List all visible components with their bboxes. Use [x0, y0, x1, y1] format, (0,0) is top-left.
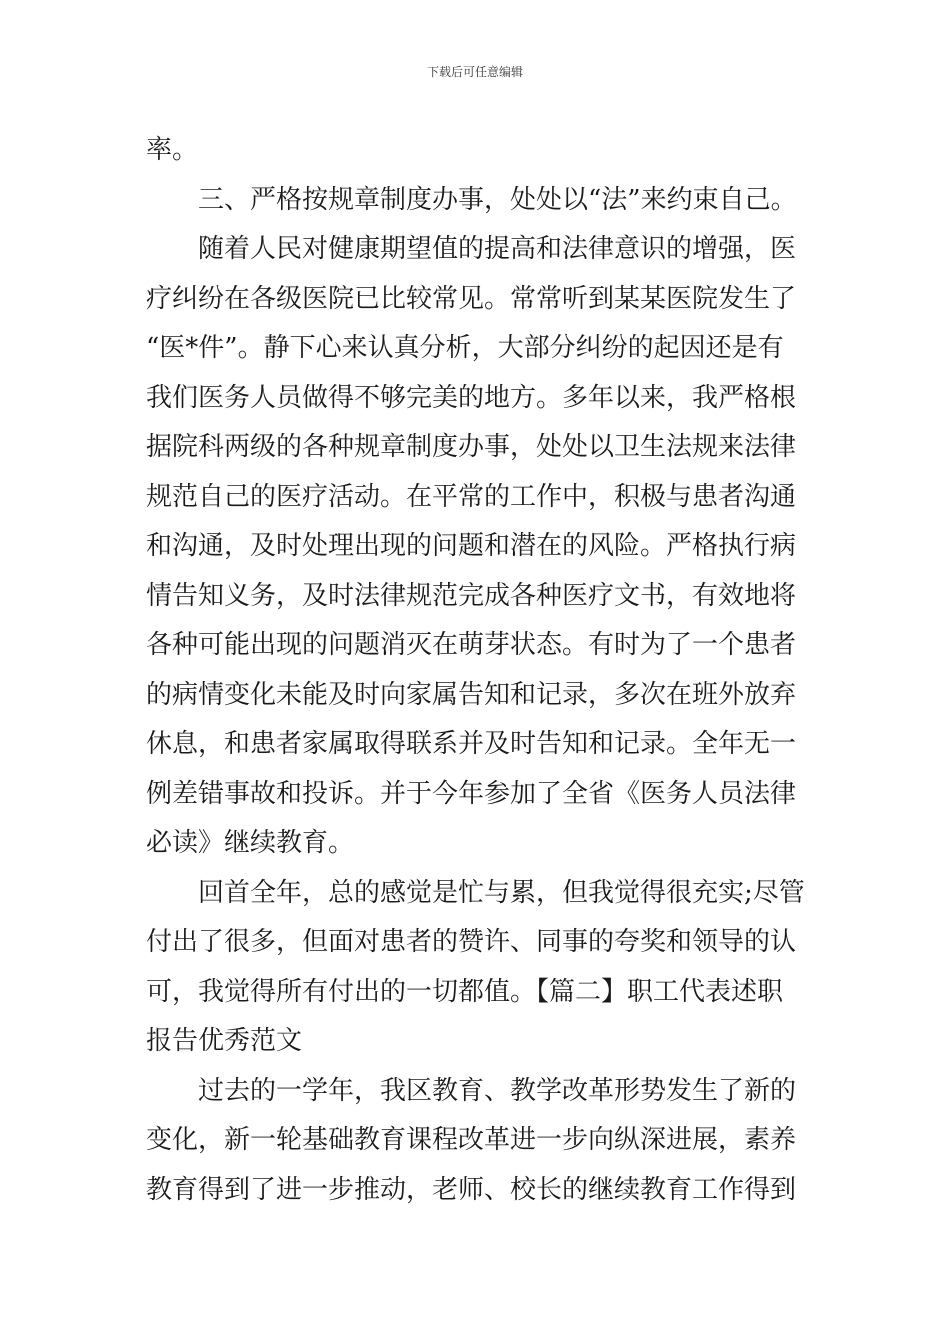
text-line: 付出了很多，但面对患者的赞许、同事的夸奖和领导的认	[146, 927, 797, 957]
text-line: 各种可能出现的问题消灭在萌芽状态。有时为了一个患者	[146, 630, 797, 660]
text-line: 疗纠纷在各级医院已比较常见。常常听到某某医院发生了	[146, 283, 797, 314]
page-header: 下载后可任意编辑	[426, 65, 523, 79]
text-line: 例差错事故和投诉。并于今年参加了全省《医务人员法律	[146, 778, 797, 809]
text-line: 我们医务人员做得不够完美的地方。多年以来，我严格根	[146, 382, 797, 413]
text-line: 回首全年，总的感觉是忙与累，但我觉得很充实;尽管	[198, 877, 805, 908]
text-line: 据院科两级的各种规章制度办事，处处以卫生法规来法律	[146, 432, 797, 462]
text-line: 报告优秀范文	[146, 1026, 303, 1056]
text-line: 规范自己的医疗活动。在平常的工作中，积极与患者沟通	[146, 481, 797, 512]
text-line: 三、严格按规章制度办事，处处以“法”来约束自己。	[198, 184, 797, 215]
text-line: 率。	[146, 135, 199, 165]
text-line: 情告知义务，及时法律规范完成各种医疗文书，有效地将	[146, 580, 797, 611]
text-line: 可，我觉得所有付出的一切都值。【篇二】职工代表述职	[146, 976, 784, 1007]
text-line: 变化，新一轮基础教育课程改革进一步向纵深进展，素养	[146, 1125, 797, 1155]
text-line: 随着人民对健康期望值的提高和法律意识的增强，医	[198, 234, 797, 264]
text-line: “医*件”。静下心来认真分析，大部分纠纷的起因还是有	[146, 333, 784, 363]
text-line: 休息，和患者家属取得联系并及时告知和记录。全年无一	[146, 729, 797, 759]
text-line: 过去的一学年，我区教育、教学改革形势发生了新的	[198, 1075, 797, 1106]
text-line: 和沟通，及时处理出现的问题和潜在的风险。严格执行病	[146, 531, 797, 561]
text-line: 必读》继续教育。	[146, 828, 355, 858]
text-line: 的病情变化未能及时向家属告知和记录，多次在班外放弃	[146, 679, 797, 710]
document-body	[146, 126, 806, 1215]
text-line: 教育得到了进一步推动，老师、校长的继续教育工作得到	[146, 1174, 797, 1205]
